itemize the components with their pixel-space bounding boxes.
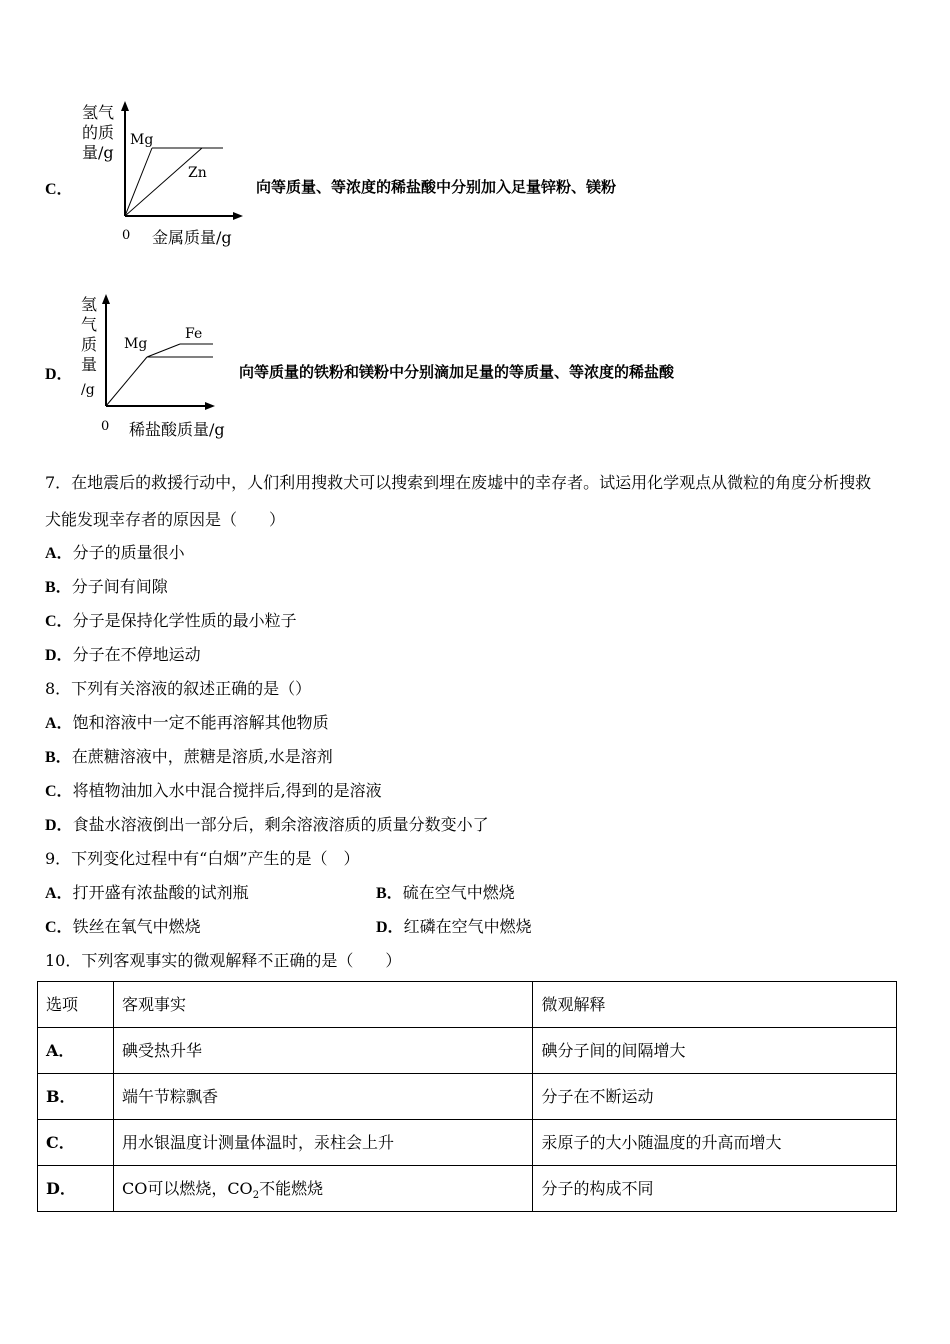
option-d-mg-label: Mg xyxy=(124,336,148,352)
row-a-option: A． xyxy=(38,1028,114,1074)
q8-option-c: C．将植物油加入水中混合搅拌后,得到的是溶液 xyxy=(45,781,382,800)
table-header-row xyxy=(38,982,897,1028)
q7-option-c: C．分子是保持化学性质的最小粒子 xyxy=(45,611,297,630)
option-d-origin: 0 xyxy=(101,419,110,434)
row-b-explain: 分子在不断运动 xyxy=(533,1074,897,1120)
option-d-ylabel-2: 气 xyxy=(81,315,98,334)
option-d-ylabel-5: /g xyxy=(81,382,95,398)
option-d-ylabel-1: 氢 xyxy=(81,295,98,314)
q8-option-b: B．在蔗糖溶液中，蔗糖是溶质,水是溶剂 xyxy=(45,747,333,766)
row-d-fact-part1: CO可以燃烧，CO xyxy=(121,1179,253,1198)
q7-option-b: B．分子间有间隙 xyxy=(45,577,168,596)
option-d-ylabel-3: 质 xyxy=(81,335,98,354)
row-b-fact: 端午节粽飘香 xyxy=(113,1074,532,1120)
row-d-fact-part2: 不能燃烧 xyxy=(259,1179,324,1198)
q7-stem-line1: 7．在地震后的救援行动中，人们利用搜救犬可以搜索到埋在废墟中的幸存者。试运用化学观点从微粒的角度分析搜救 xyxy=(45,473,872,492)
q8-stem: 8．下列有关溶液的叙述正确的是（） xyxy=(45,679,312,698)
row-d-explain: 分子的构成不同 xyxy=(533,1166,897,1212)
option-d-graph xyxy=(75,290,240,445)
option-c-zn-label: Zn xyxy=(188,165,207,181)
option-d-y-arrow xyxy=(102,294,110,304)
option-c-ylabel-1: 氢气 xyxy=(82,103,115,122)
q9-option-c: C．铁丝在氧气中燃烧 xyxy=(45,917,201,936)
row-c-option: C． xyxy=(38,1120,114,1166)
option-d-x-arrow xyxy=(205,402,215,410)
option-c-zn-line xyxy=(125,148,202,216)
row-d-option: D． xyxy=(38,1166,114,1212)
option-d-common-line xyxy=(106,357,147,406)
q8-option-a: A．饱和溶液中一定不能再溶解其他物质 xyxy=(45,713,329,732)
q7-option-d: D．分子在不停地运动 xyxy=(45,645,201,664)
row-a-explain: 碘分子间的间隔增大 xyxy=(533,1028,897,1074)
row-c-explain: 汞原子的大小随温度的升高而增大 xyxy=(533,1120,897,1166)
q10-stem: 10．下列客观事实的微观解释不正确的是（ ） xyxy=(45,951,402,970)
q8-option-d: D．食盐水溶液倒出一部分后，剩余溶液溶质的质量分数变小了 xyxy=(45,815,489,834)
option-d-xlabel: 稀盐酸质量/g xyxy=(129,420,225,439)
table-row xyxy=(38,1074,897,1120)
row-d-fact-subscript: 2 xyxy=(252,1190,260,1202)
option-c-description: 向等质量、等浓度的稀盐酸中分别加入足量锌粉、镁粉 xyxy=(256,178,617,196)
option-c-ylabel-2: 的质 xyxy=(82,123,115,142)
q9-option-d: D．红磷在空气中燃烧 xyxy=(376,917,532,936)
option-d-description: 向等质量的铁粉和镁粉中分别滴加足量的等质量、等浓度的稀盐酸 xyxy=(239,363,675,381)
q7-stem-line2: 犬能发现幸存者的原因是（ ） xyxy=(45,510,286,529)
row-c-fact: 用水银温度计测量体温时，汞柱会上升 xyxy=(113,1120,532,1166)
row-d-fact xyxy=(113,1166,532,1212)
header-explain: 微观解释 xyxy=(533,982,897,1028)
option-c-ylabel-3: 量/g xyxy=(82,143,114,162)
option-c-xlabel: 金属质量/g xyxy=(152,228,232,247)
option-c-graph xyxy=(75,95,250,255)
row-a-fact: 碘受热升华 xyxy=(113,1028,532,1074)
q9-option-b: B．硫在空气中燃烧 xyxy=(376,883,515,902)
header-option: 选项 xyxy=(38,982,114,1028)
header-fact: 客观事实 xyxy=(113,982,532,1028)
option-c-origin: 0 xyxy=(122,228,131,243)
table-row xyxy=(38,1028,897,1074)
table-row xyxy=(38,1166,897,1212)
table-row xyxy=(38,1120,897,1166)
option-c-mg-line xyxy=(125,148,152,216)
option-d-letter: D． xyxy=(45,366,73,383)
option-c-mg-label: Mg xyxy=(130,132,154,148)
q7-option-a: A．分子的质量很小 xyxy=(45,543,185,562)
q9-stem: 9．下列变化过程中有“白烟”产生的是（ ） xyxy=(45,849,360,868)
option-d-ylabel-4: 量 xyxy=(81,355,98,374)
row-b-option: B． xyxy=(38,1074,114,1120)
option-c-x-arrow xyxy=(233,212,243,220)
option-c-letter: C． xyxy=(45,181,73,198)
q9-option-a: A．打开盛有浓盐酸的试剂瓶 xyxy=(45,883,249,902)
option-d-fe-line xyxy=(147,344,180,357)
q10-table xyxy=(37,981,897,1212)
option-c-y-arrow xyxy=(121,101,129,111)
option-d-fe-label: Fe xyxy=(185,326,203,342)
